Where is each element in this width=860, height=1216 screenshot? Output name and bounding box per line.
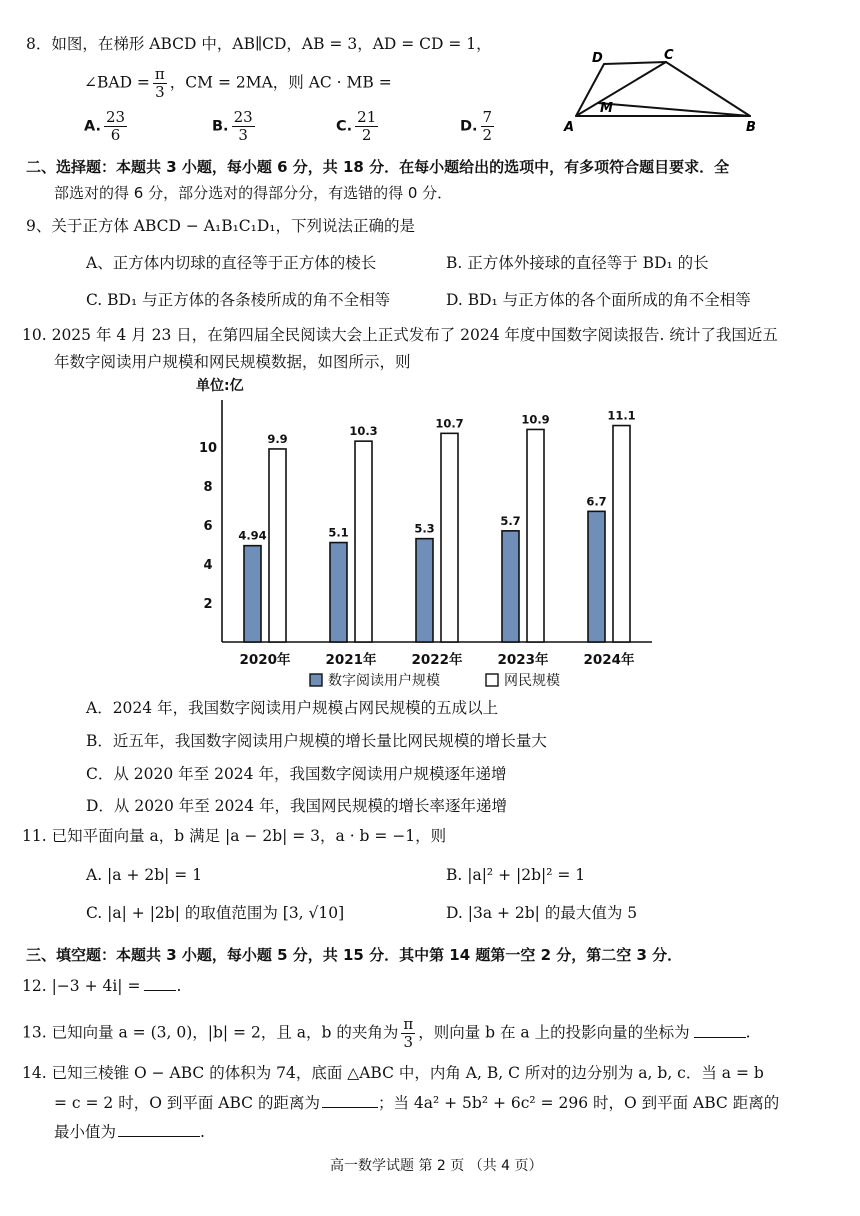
- chart-bar-netizen: [355, 441, 372, 642]
- q11-stem: 11. 已知平面向量 a，b 满足 |a − 2b| = 3，a · b = −1，则: [22, 827, 447, 845]
- q10-stem-line1: 10. 2025 年 4 月 23 日，在第四届全民阅读大会上正式发布了 2024 年度中国数字阅读报告. 统计了我国近五: [22, 326, 778, 344]
- q8-option-b: B. $\frac{23}{3}$: [212, 108, 253, 144]
- q13-pi-fraction: $\frac{\pi}{3}$: [403, 1015, 414, 1051]
- q14-stem-line1: 14. 已知三棱锥 O − ABC 的体积为 74，底面 △ABC 中，内角 A, B, C 所对的边分别为 a, b, c．当 a = b: [22, 1064, 764, 1082]
- legend-label-netizen: 网民规模: [504, 673, 560, 689]
- q13-answer-blank[interactable]: [694, 1023, 746, 1038]
- section3-heading: 三、填空题：本题共 3 小题，每小题 5 分，共 15 分．其中第 14 题第一空 2 分，第二空 3 分．: [26, 946, 683, 964]
- chart-data-label: 5.1: [328, 525, 349, 540]
- q9-option-d: D. BD₁ 与正方体的各个面所成的角不全相等: [446, 291, 751, 309]
- q8-pi: π: [154, 65, 165, 83]
- chart-bar-digital-reading: [502, 531, 519, 642]
- chart-data-label: 4.94: [238, 528, 267, 543]
- label-c: C: [664, 48, 674, 63]
- chart-bar-digital-reading: [416, 539, 433, 642]
- chart-bar-netizen: [613, 426, 630, 642]
- chart-data-label: 6.7: [586, 494, 607, 509]
- q8-option-a: A. $\frac{23}{6}$: [84, 108, 126, 144]
- q10-option-b: B．近五年，我国数字阅读用户规模的增长量比网民规模的增长量大: [86, 732, 547, 750]
- q11-option-a: A. |a + 2b| = 1: [86, 866, 203, 884]
- chart-bar-digital-reading: [244, 546, 261, 642]
- q8-angle-text: ∠BAD =: [84, 73, 150, 92]
- q8-stem-line2: [84, 66, 392, 101]
- q11-option-b: B. |a|² + |2b|² = 1: [446, 866, 586, 884]
- chart-data-label: 9.9: [267, 431, 288, 446]
- legend-swatch-digital-reading: [310, 674, 322, 686]
- q14-answer-blank-1[interactable]: [322, 1093, 378, 1108]
- q8-option-c: C. $\frac{21}{2}$: [336, 108, 377, 144]
- q10-stem-line2: 年数字阅读用户规模和网民规模数据，如图所示，则: [54, 353, 411, 371]
- chart-x-tick-label: 2023年: [497, 652, 549, 668]
- label-a: A: [564, 120, 575, 135]
- q8-option-d: D. $\frac{7}{2}$: [460, 108, 493, 144]
- q9-option-c: C. BD₁ 与正方体的各条棱所成的角不全相等: [86, 291, 391, 309]
- chart-bar-netizen: [441, 433, 458, 642]
- chart-bar-netizen: [527, 429, 544, 642]
- chart-y-tick-label: 2: [203, 597, 213, 612]
- legend-swatch-netizen: [486, 674, 498, 686]
- segment-mb: [598, 103, 750, 116]
- chart-x-tick-label: 2022年: [411, 652, 463, 668]
- label-m: M: [600, 101, 613, 116]
- q8-trapezoid-figure: [560, 42, 770, 137]
- q8-pi-fraction: [153, 66, 167, 101]
- q12-answer-blank[interactable]: [144, 976, 176, 991]
- q10-option-d: D．从 2020 年至 2024 年，我国网民规模的增长率逐年递增: [86, 797, 508, 815]
- chart-data-label: 10.9: [521, 412, 550, 427]
- chart-y-tick-label: 6: [203, 519, 213, 534]
- q12-stem: 12. |−3 + 4i| = .: [22, 977, 182, 995]
- chart-bar-digital-reading: [588, 511, 605, 642]
- q11-option-d: D. |3a + 2b| 的最大值为 5: [446, 904, 638, 922]
- q8-condition-text: ，CM = 2MA，则 AC · MB =: [169, 73, 392, 92]
- section2-line1: 二、选择题：本题共 3 小题，每小题 6 分，共 18 分．在每小题给出的选项中，有多项符合题目要求．全: [26, 158, 730, 176]
- chart-bar-digital-reading: [330, 543, 347, 642]
- chart-unit-label: 单位:亿: [196, 378, 244, 394]
- q9-stem: 9、关于正方体 ABCD − A₁B₁C₁D₁，下列说法正确的是: [26, 217, 416, 235]
- chart-x-tick-label: 2021年: [325, 652, 377, 668]
- q13-stem: 13. 已知向量 a = (3, 0)，|b| = 2，且 a，b 的夹角为 $\frac{\pi}{3}$ ，则向量 b 在 a 上的投影向量的坐标为 .: [22, 1015, 751, 1051]
- chart-data-label: 5.7: [500, 513, 521, 528]
- q10-option-a: A．2024 年，我国数字阅读用户规模占网民规模的五成以上: [86, 699, 499, 717]
- q8-three: 3: [155, 83, 165, 101]
- q9-option-a: A、正方体内切球的直径等于正方体的棱长: [86, 254, 377, 272]
- q9-option-b: B. 正方体外接球的直径等于 BD₁ 的长: [446, 254, 709, 272]
- legend-label-digital-reading: 数字阅读用户规模: [328, 673, 440, 689]
- chart-data-label: 10.7: [435, 416, 464, 431]
- chart-y-tick-label: 8: [203, 480, 213, 495]
- chart-y-tick-label: 4: [203, 558, 213, 573]
- chart-bar-netizen: [269, 449, 286, 642]
- chart-data-label: 11.1: [607, 408, 636, 423]
- label-b: B: [746, 120, 756, 135]
- q14-answer-blank-2[interactable]: [118, 1122, 200, 1137]
- q8-stem-line1: 8．如图，在梯形 ABCD 中，AB∥CD，AB = 3，AD = CD = 1，: [26, 35, 492, 53]
- q14-stem-line3: 最小值为 .: [54, 1123, 205, 1141]
- label-d: D: [592, 51, 603, 66]
- chart-data-label: 10.3: [349, 424, 378, 439]
- chart-data-label: 5.3: [414, 521, 435, 536]
- chart-x-tick-label: 2024年: [583, 652, 635, 668]
- chart-x-tick-label: 2020年: [239, 652, 291, 668]
- page-footer: 高一数学试题 第 2 页 （共 4 页）: [330, 1158, 543, 1174]
- chart-y-tick-label: 10: [198, 441, 218, 456]
- section2-line2: 部选对的得 6 分，部分选对的得部分分，有选错的得 0 分．: [54, 184, 453, 202]
- q10-bar-chart: [190, 372, 670, 697]
- q11-option-c: C. |a| + |2b| 的取值范围为 [3, √10]: [86, 904, 345, 922]
- q14-stem-line2: = c = 2 时，O 到平面 ABC 的距离为 ；当 4a² + 5b² + 6c² = 296 时，O 到平面 ABC 距离的: [54, 1094, 780, 1112]
- q10-option-c: C．从 2020 年至 2024 年，我国数字阅读用户规模逐年递增: [86, 765, 507, 783]
